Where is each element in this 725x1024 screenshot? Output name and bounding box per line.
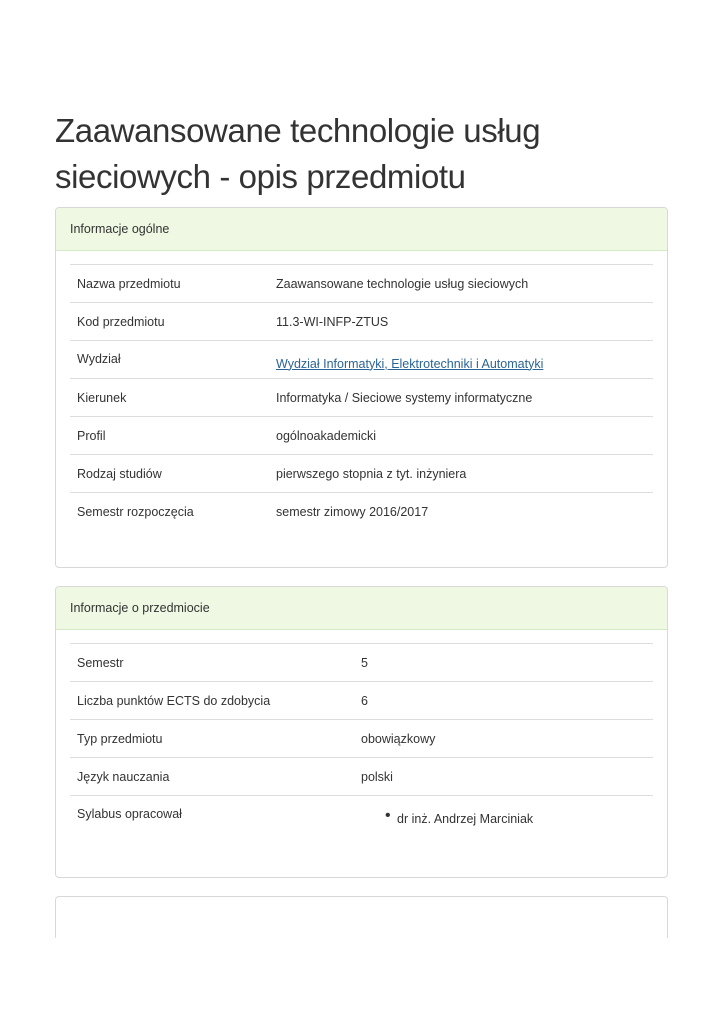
faculty-link[interactable]: Wydział Informatyki, Elektrotechniki i Automatyki <box>276 356 544 371</box>
table-row <box>70 341 653 379</box>
row-value: semestr zimowy 2016/2017 <box>269 493 653 531</box>
row-value: 11.3-WI-INFP-ZTUS <box>269 303 653 341</box>
table-row <box>70 644 653 682</box>
row-label: Profil <box>70 417 269 455</box>
row-label: Rodzaj studiów <box>70 455 269 493</box>
row-label: Liczba punktów ECTS do zdobycia <box>70 682 354 720</box>
row-value-cell <box>269 341 653 379</box>
list-item: • dr inż. Andrzej Marciniak <box>397 810 646 828</box>
row-value: obowiązkowy <box>354 720 653 758</box>
table-row <box>70 493 653 531</box>
course-info-heading: Informacje o przedmiocie <box>56 587 667 630</box>
row-label: Kod przedmiotu <box>70 303 269 341</box>
row-label: Język nauczania <box>70 758 354 796</box>
page-title: Zaawansowane technologie usług sieciowych - opis przedmiotu <box>55 112 541 195</box>
row-value: pierwszego stopnia z tyt. inżyniera <box>269 455 653 493</box>
row-value-cell <box>354 796 653 834</box>
row-label: Typ przedmiotu <box>70 720 354 758</box>
table-row <box>70 720 653 758</box>
table-row <box>70 455 653 493</box>
course-info-panel <box>55 586 668 878</box>
table-row <box>70 758 653 796</box>
table-row <box>70 796 653 834</box>
row-value: 5 <box>354 644 653 682</box>
general-info-heading: Informacje ogólne <box>56 208 667 251</box>
row-label: Wydział <box>70 341 269 379</box>
table-row <box>70 379 653 417</box>
row-value: polski <box>354 758 653 796</box>
course-info-table <box>70 643 653 834</box>
row-label: Sylabus opracował <box>70 796 354 834</box>
table-row <box>70 417 653 455</box>
row-value: ogólnoakademicki <box>269 417 653 455</box>
page-bottom-mask <box>0 938 725 1024</box>
table-row <box>70 682 653 720</box>
general-info-panel <box>55 207 668 568</box>
row-value: 6 <box>354 682 653 720</box>
row-label: Semestr rozpoczęcia <box>70 493 269 531</box>
authors-list <box>361 810 646 828</box>
row-value: Zaawansowane technologie usług sieciowych <box>269 265 653 303</box>
row-label: Kierunek <box>70 379 269 417</box>
row-value: Informatyka / Sieciowe systemy informatyczne <box>269 379 653 417</box>
row-label: Semestr <box>70 644 354 682</box>
table-row <box>70 303 653 341</box>
general-info-table <box>70 264 653 531</box>
row-label: Nazwa przedmiotu <box>70 265 269 303</box>
table-row <box>70 265 653 303</box>
